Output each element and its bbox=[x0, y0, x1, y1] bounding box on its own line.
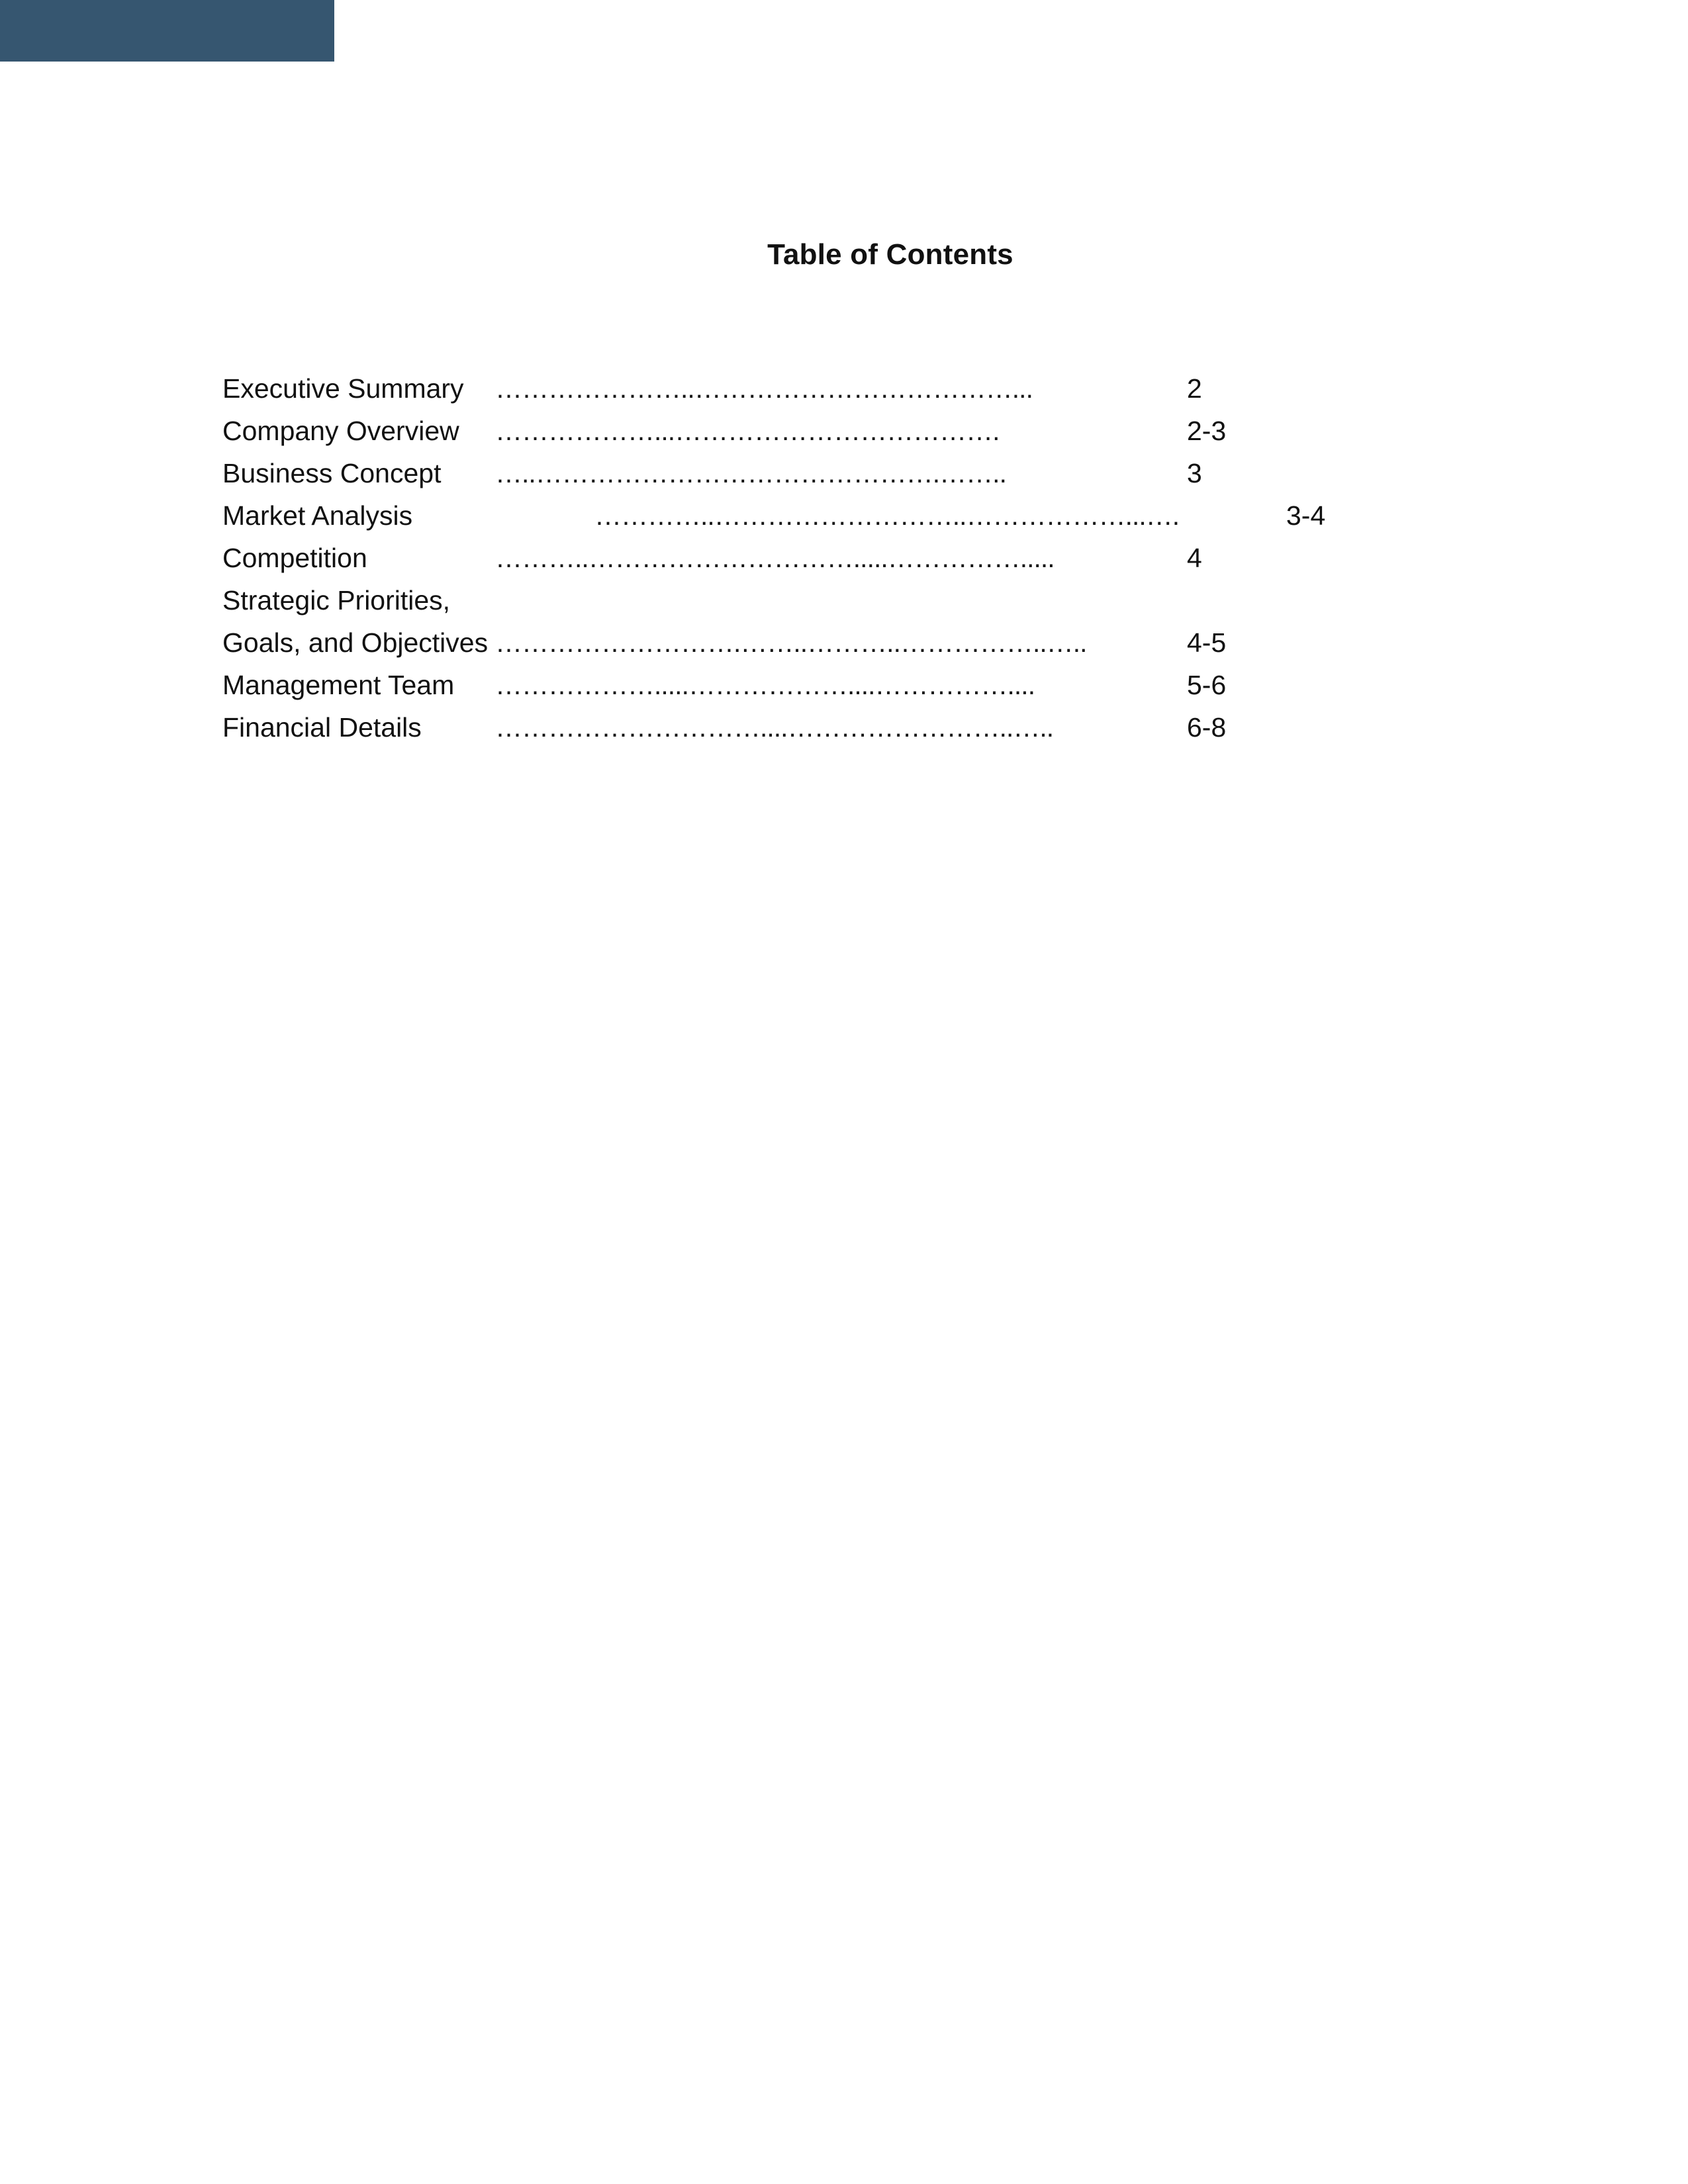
toc-page-number: 6-8 bbox=[1187, 712, 1227, 743]
toc-entry-label: Executive Summary bbox=[222, 373, 464, 404]
toc-entry-label: Financial Details bbox=[222, 712, 422, 743]
table-of-contents bbox=[222, 367, 1480, 749]
toc-entry-label: Management Team bbox=[222, 670, 455, 700]
toc-entry-label: Goals, and Objectives bbox=[222, 627, 489, 658]
toc-entry-market-analysis[interactable] bbox=[222, 494, 1480, 537]
toc-leader-dots: …………………..………………………………... bbox=[495, 373, 1033, 404]
toc-leader-dots: ………………...………………………………. bbox=[495, 416, 1000, 446]
toc-leader-dots: ……………….....………………....…………….... bbox=[495, 670, 1035, 700]
toc-page-number: 5-6 bbox=[1187, 670, 1227, 700]
toc-entry-label: Business Concept bbox=[222, 458, 442, 488]
toc-page-number: 4-5 bbox=[1187, 627, 1227, 658]
toc-entry-company-overview[interactable] bbox=[222, 410, 1480, 452]
toc-page-number: 4 bbox=[1187, 543, 1202, 573]
toc-entry-executive-summary[interactable] bbox=[222, 367, 1480, 410]
toc-leader-dots: …………..………………………..………………...…. bbox=[594, 500, 1180, 531]
toc-entry-goals-and-objectives[interactable] bbox=[222, 621, 1480, 664]
toc-entry-management-team[interactable] bbox=[222, 664, 1480, 706]
page-title: Table of Contents bbox=[767, 238, 1013, 271]
toc-leader-dots: ……………………….……..………..……………..….. bbox=[495, 627, 1087, 658]
toc-leader-dots: …………………………....……………………..….. bbox=[495, 712, 1054, 743]
header-accent-bar bbox=[0, 0, 334, 62]
toc-leader-dots: …..……………………………………….…….. bbox=[495, 458, 1006, 488]
toc-page-number: 3-4 bbox=[1286, 500, 1326, 531]
toc-page-number: 3 bbox=[1187, 458, 1202, 488]
toc-page-number: 2 bbox=[1187, 373, 1202, 404]
toc-entry-label: Company Overview bbox=[222, 416, 459, 446]
toc-entry-label: Market Analysis bbox=[222, 500, 413, 531]
toc-entry-label: Competition bbox=[222, 543, 367, 573]
toc-entry-strategic-priorities[interactable] bbox=[222, 579, 1480, 621]
toc-entry-label: Strategic Priorities, bbox=[222, 585, 451, 615]
toc-page-number: 2-3 bbox=[1187, 416, 1227, 446]
toc-entry-business-concept[interactable] bbox=[222, 452, 1480, 494]
toc-entry-financial-details[interactable] bbox=[222, 706, 1480, 749]
toc-leader-dots: ………..………………………….....……………..... bbox=[495, 543, 1055, 573]
toc-entry-competition[interactable] bbox=[222, 537, 1480, 579]
